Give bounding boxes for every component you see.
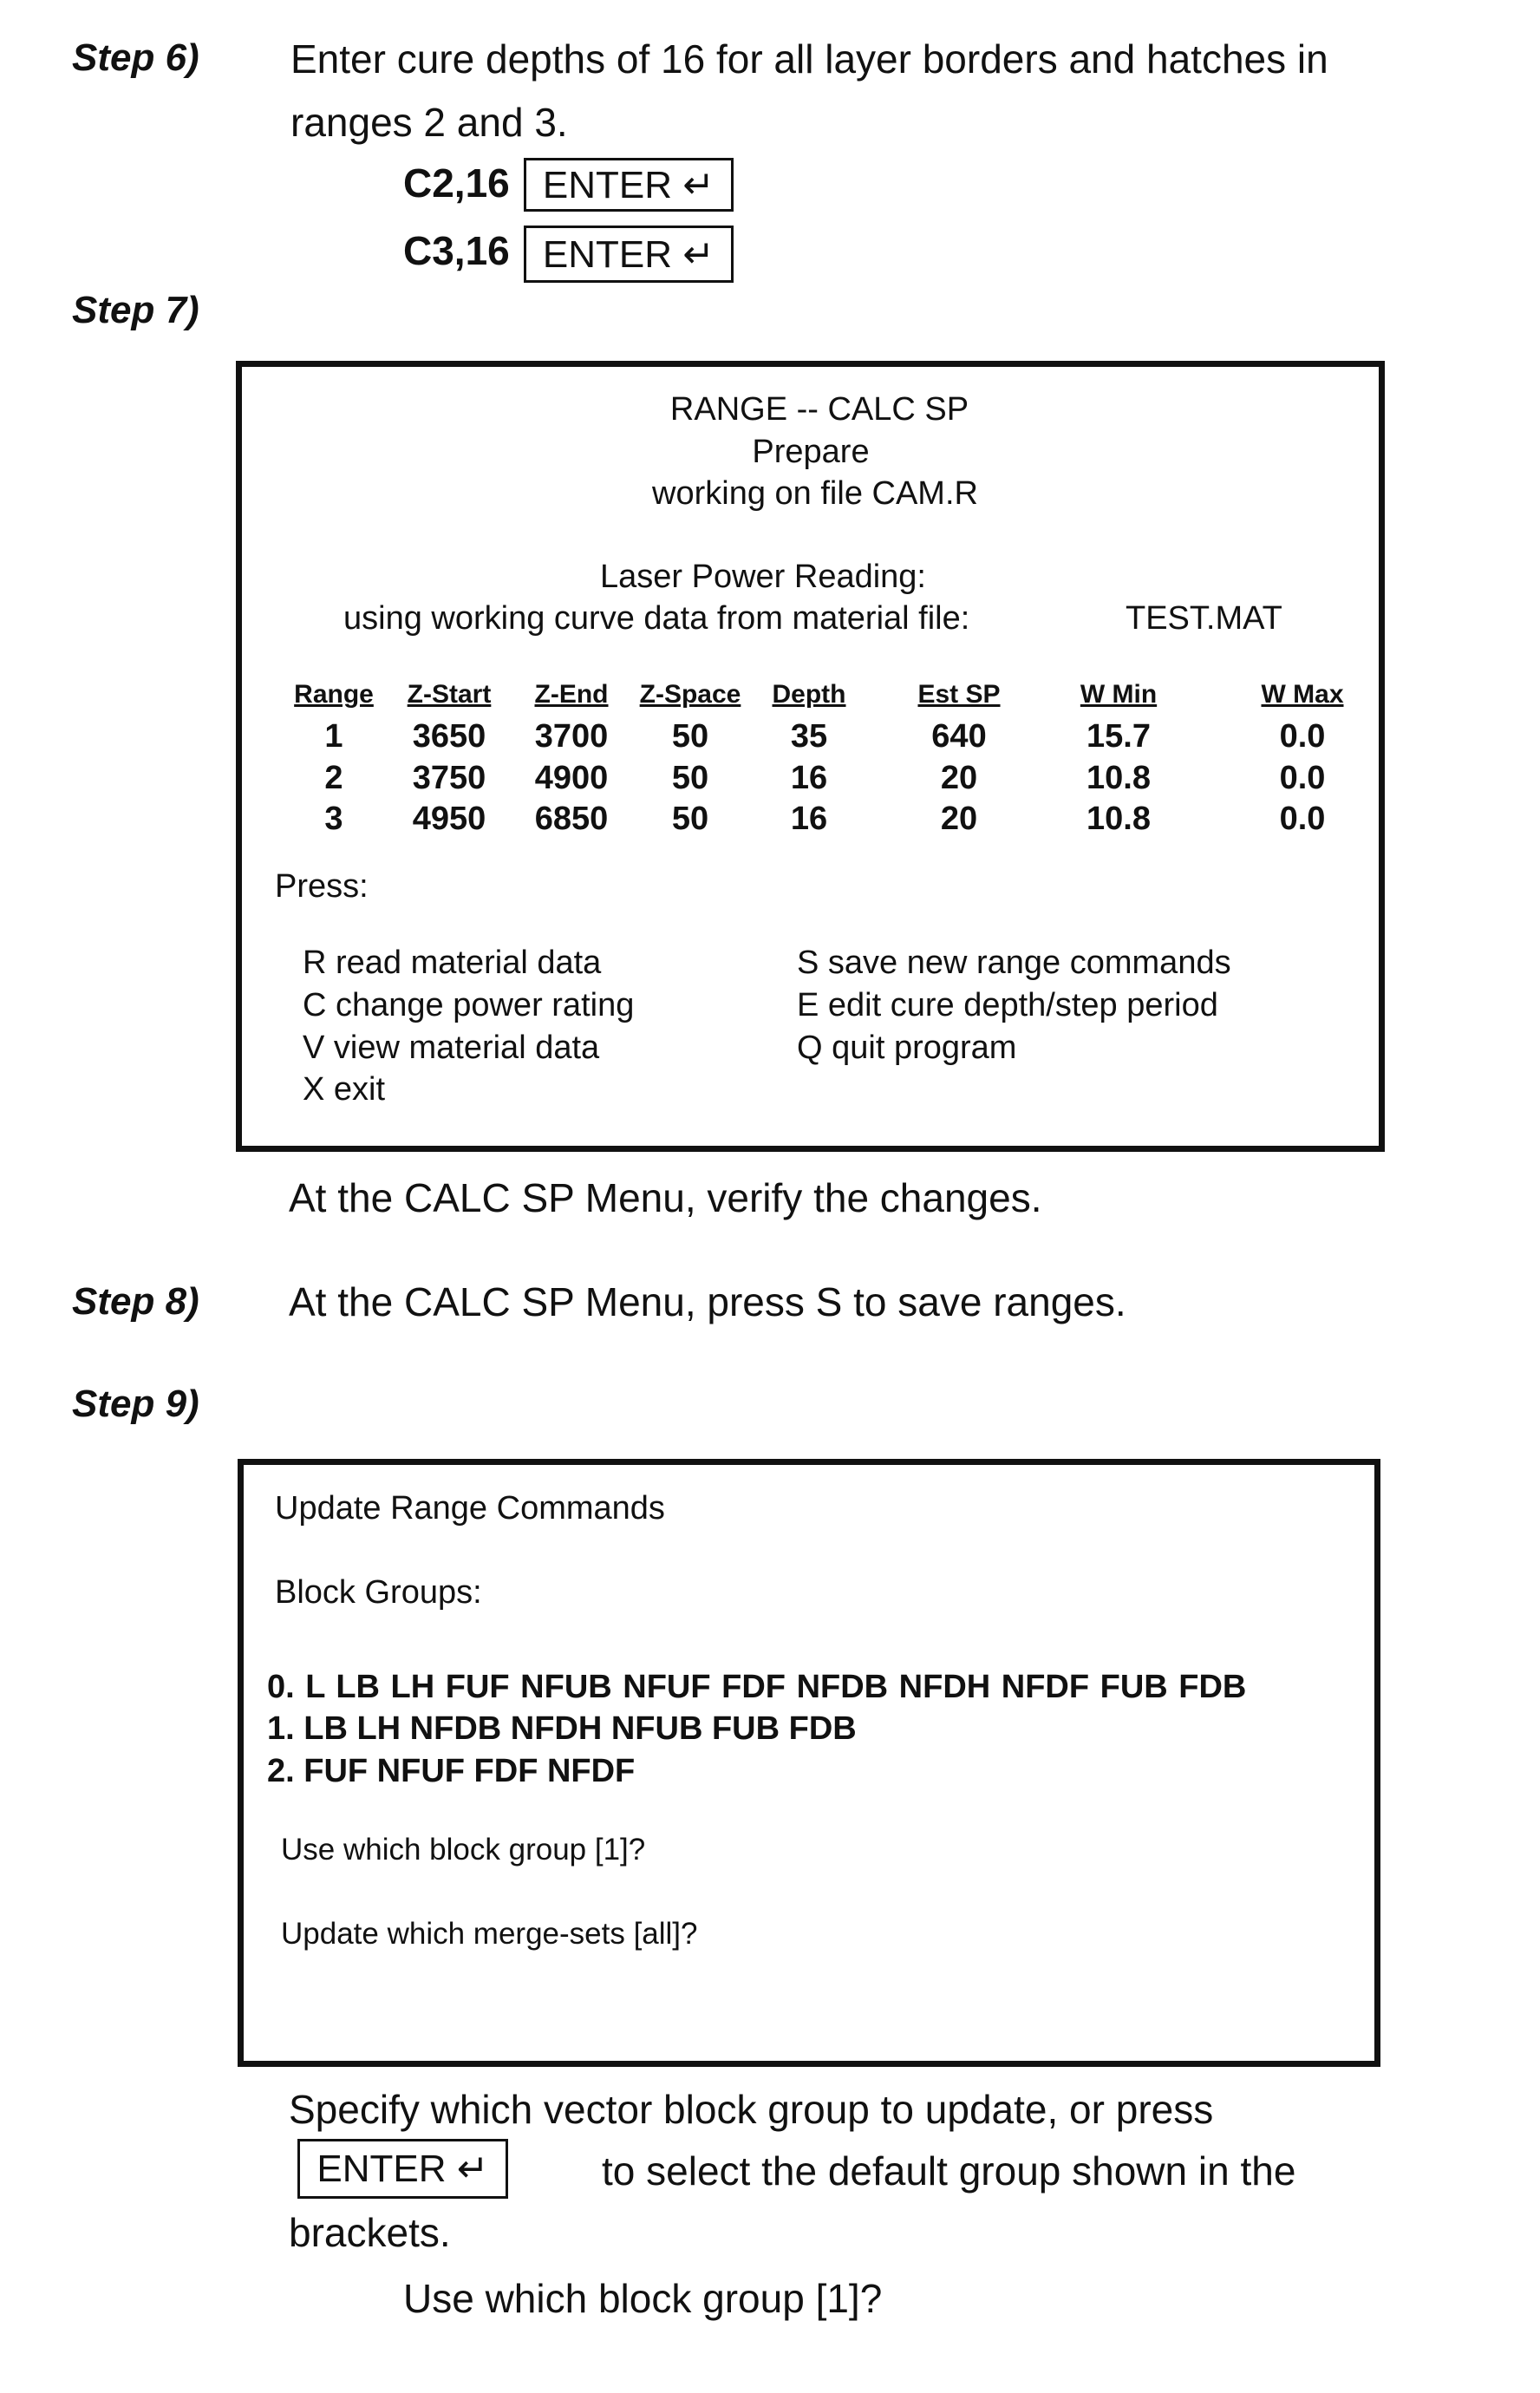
block-group-1: 1. LB LH NFDB NFDH NFUB FUB FDB <box>267 1712 857 1745</box>
cell-z-end: 4900 <box>535 762 609 794</box>
step-9-text: Specify which vector block group to update, or press <box>289 2089 1213 2129</box>
cell-w-max: 0.0 <box>1280 762 1326 794</box>
curve-source: using working curve data from material file: <box>343 602 969 635</box>
laser-power-reading: Laser Power Reading: <box>600 560 926 593</box>
cell-depth: 35 <box>791 720 827 753</box>
cell-z-start: 3750 <box>413 762 486 794</box>
enter-key: ENTER ↵ <box>297 2139 508 2199</box>
cell-range: 3 <box>324 802 343 835</box>
option-read: R read material data <box>303 946 601 979</box>
enter-key: ENTER ↵ <box>524 226 734 283</box>
cell-z-end: 3700 <box>535 720 609 753</box>
option-view: V view material data <box>303 1031 599 1064</box>
cell-w-min: 10.8 <box>1086 762 1151 794</box>
option-quit: Q quit program <box>797 1031 1016 1064</box>
step-6-label: Step 6) <box>72 39 199 77</box>
cell-range: 1 <box>324 720 343 753</box>
header-w-max: W Max <box>1261 682 1343 708</box>
option-edit: E edit cure depth/step period <box>797 989 1218 1022</box>
prompt-block-group: Use which block group [1]? <box>281 1834 645 1865</box>
screen-title: RANGE -- CALC SP <box>670 393 969 426</box>
step-9-example: Use which block group [1]? <box>403 2279 882 2318</box>
step-9-text-cont: to select the default group shown in the <box>602 2151 1295 2191</box>
cell-z-space: 50 <box>672 802 708 835</box>
press-label: Press: <box>275 870 369 903</box>
command-c3: C3,16 <box>403 231 510 271</box>
step-9-label: Step 9) <box>72 1385 199 1423</box>
command-c2: C2,16 <box>403 163 510 203</box>
header-z-start: Z-Start <box>408 682 492 708</box>
cell-z-space: 50 <box>672 762 708 794</box>
header-z-space: Z-Space <box>640 682 741 708</box>
option-save: S save new range commands <box>797 946 1231 979</box>
cell-z-start: 4950 <box>413 802 486 835</box>
screen-title: Update Range Commands <box>275 1492 665 1525</box>
cell-est-sp: 20 <box>941 802 977 835</box>
option-exit: X exit <box>303 1073 385 1106</box>
option-change: C change power rating <box>303 989 634 1022</box>
step-9-text-end: brackets. <box>289 2213 451 2252</box>
cell-w-max: 0.0 <box>1280 802 1326 835</box>
cell-depth: 16 <box>791 802 827 835</box>
working-file: working on file CAM.R <box>652 477 978 510</box>
material-file: TEST.MAT <box>1126 602 1282 635</box>
cell-est-sp: 640 <box>931 720 986 753</box>
block-group-2: 2. FUF NFUF FDF NFDF <box>267 1755 635 1788</box>
step-7-label: Step 7) <box>72 291 199 330</box>
cell-w-min: 10.8 <box>1086 802 1151 835</box>
cell-depth: 16 <box>791 762 827 794</box>
cell-z-space: 50 <box>672 720 708 753</box>
cell-z-end: 6850 <box>535 802 609 835</box>
cell-w-min: 15.7 <box>1086 720 1151 753</box>
step-6-text-cont: ranges 2 and 3. <box>290 102 568 142</box>
header-est-sp: Est SP <box>917 682 1000 708</box>
block-group-0: 0. L LB LH FUF NFUB NFUF FDF NFDB NFDH NFDF FUB FDB <box>267 1671 1246 1703</box>
header-z-end: Z-End <box>535 682 609 708</box>
cell-z-start: 3650 <box>413 720 486 753</box>
step-6-text: Enter cure depths of 16 for all layer borders and hatches in <box>290 39 1328 79</box>
enter-key: ENTER ↵ <box>524 158 734 212</box>
screen-subtitle: Prepare <box>752 435 869 468</box>
header-w-min: W Min <box>1080 682 1157 708</box>
cell-range: 2 <box>324 762 343 794</box>
step-8-label: Step 8) <box>72 1283 199 1321</box>
cell-w-max: 0.0 <box>1280 720 1326 753</box>
prompt-merge-sets: Update which merge-sets [all]? <box>281 1919 698 1949</box>
step-7-note: At the CALC SP Menu, verify the changes. <box>289 1178 1042 1218</box>
step-8-text: At the CALC SP Menu, press S to save ranges. <box>289 1282 1126 1322</box>
cell-est-sp: 20 <box>941 762 977 794</box>
block-groups-label: Block Groups: <box>275 1576 482 1609</box>
header-range: Range <box>294 682 374 708</box>
header-depth: Depth <box>773 682 846 708</box>
